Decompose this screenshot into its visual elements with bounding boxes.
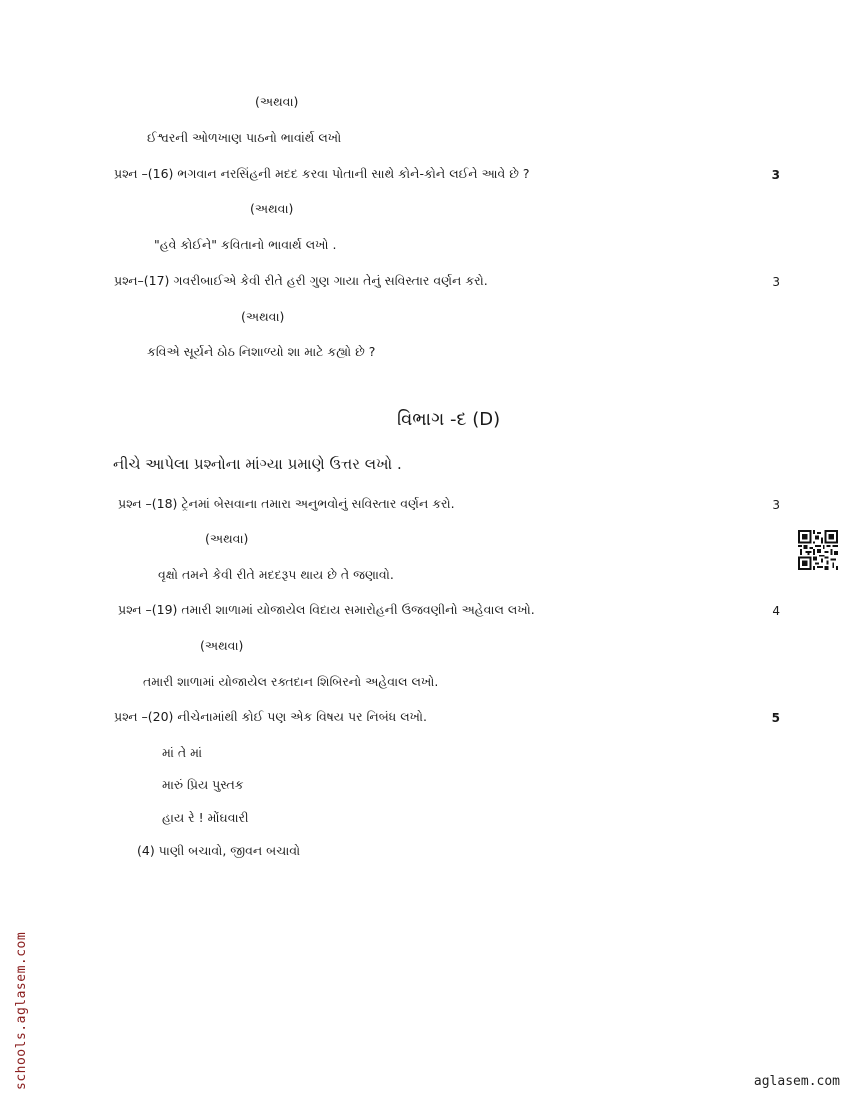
- essay-option: મારું પ્રિય પુસ્તક: [162, 777, 244, 792]
- question-16: પ્રશ્ન –(16) ભગવાન નરસિંહની મદદ કરવા પોતાની સાથે કોને-કોને લઈને આવે છે ?: [114, 166, 530, 181]
- question-text: તમારી શાળામાં યોજાયેલ રક્તદાન શિબિરનો અહેવાલ લખો.: [143, 674, 439, 689]
- or-label: (અથવા): [255, 94, 299, 109]
- section-title: વિભાગ -દ (D): [397, 409, 501, 430]
- footer-watermark: aglasem.com: [753, 1074, 840, 1089]
- question-text: "હવે કોઈને" કવિતાનો ભાવાર્થ લખો .: [154, 237, 337, 252]
- essay-option: હાય રે ! મોંઘવારી: [162, 810, 249, 825]
- essay-option: (4) પાણી બચાવો, જીવન બચાવો: [137, 843, 301, 858]
- or-label: (અથવા): [205, 531, 249, 546]
- qr-code-icon: [798, 530, 838, 570]
- marks-19: 4: [772, 604, 780, 618]
- or-label: (અથવા): [200, 638, 244, 653]
- question-20: પ્રશ્ન –(20) નીચેનામાંથી કોઈ પણ એક વિષય પર નિબંધ લખો.: [114, 709, 428, 724]
- essay-option: માં તે માં: [162, 745, 203, 760]
- section-instruction: નીચે આપેલા પ્રશ્નોના માંગ્યા પ્રમાણે ઉત્તર લખો .: [113, 455, 402, 473]
- question-18: પ્રશ્ન –(18) ટ્રેનમાં બેસવાના તમારા અનુભવોનું સવિસ્તાર વર્ણન કરો.: [118, 496, 455, 511]
- marks-16: 3: [771, 168, 780, 182]
- question-19: પ્રશ્ન –(19) તમારી શાળામાં યોજાયેલ વિદાય સમારોહની ઉજવણીનો અહેવાલ લખો.: [118, 602, 535, 617]
- or-label: (અથવા): [250, 201, 294, 216]
- marks-18: 3: [772, 498, 780, 512]
- or-label: (અથવા): [241, 309, 285, 324]
- question-text: ઈશ્વરની ઓળખાણ પાઠનો ભાવાંર્થ લખો: [147, 130, 342, 145]
- marks-20: 5: [771, 711, 780, 725]
- marks-17: 3: [772, 275, 780, 289]
- side-watermark: schools.aglasem.com: [14, 931, 29, 1090]
- question-17: પ્રશ્ન–(17) ગવરીબાઈએ કેવી રીતે હરી ગુણ ગાયા તેનું સવિસ્તાર વર્ણન કરો.: [114, 273, 488, 288]
- question-text: વૃક્ષો તમને કેવી રીતે મદદરૂપ થાય છે તે જણાવો.: [158, 567, 394, 582]
- question-text: કવિએ સૂર્યને ઠોઠ નિશાળ્યો શા માટે કહ્યો છે ?: [147, 344, 376, 359]
